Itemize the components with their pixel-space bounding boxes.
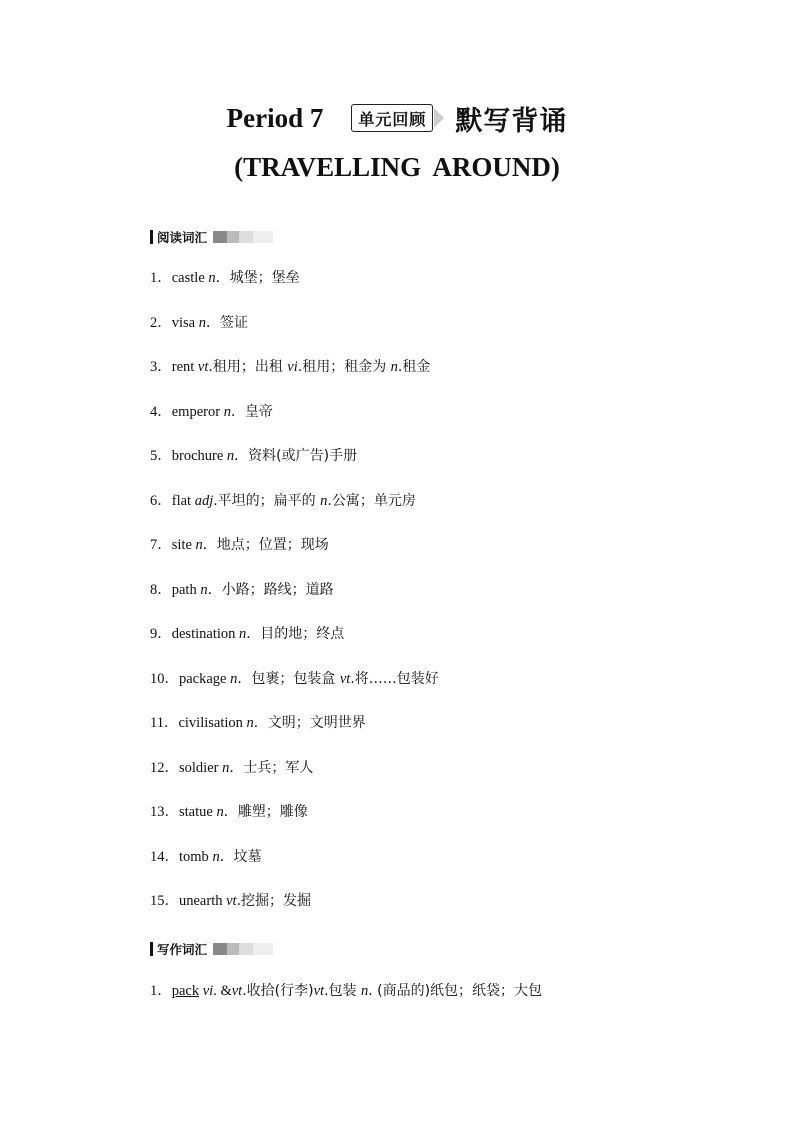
vocab-word: path: [171, 581, 201, 598]
vocab-word: unearth: [179, 893, 227, 909]
vocab-item: [150, 802, 439, 847]
vocab-item: [150, 891, 439, 936]
part-of-speech: vt: [231, 983, 243, 999]
chinese-meaning: .平坦的；扁平的: [213, 492, 321, 509]
part-of-speech: n: [230, 670, 238, 687]
vocab-word: pack: [171, 983, 200, 999]
chinese-meaning: ．文明；文明世界: [253, 715, 366, 731]
section-decor-blocks: [213, 943, 273, 955]
section-label: 写作词汇: [157, 942, 208, 957]
vocab-word: destination: [171, 626, 240, 642]
chinese-meaning: ．资料(或广告)手册: [234, 448, 358, 464]
chinese-meaning: .租金: [397, 359, 431, 375]
part-of-speech: vt: [313, 983, 325, 999]
vocab-word: . &: [213, 983, 232, 999]
chinese-meaning: .包装: [324, 983, 361, 999]
item-number: 10．: [150, 670, 179, 687]
unit-review-badge: 单元回顾: [351, 104, 433, 132]
vocab-item: [150, 402, 439, 447]
item-number: 8．: [150, 581, 172, 598]
item-number: 1．: [150, 270, 172, 286]
writing-vocab-list: [150, 981, 542, 1026]
vocab-item: [150, 491, 439, 536]
chinese-meaning: ．雕塑；雕像: [223, 804, 308, 820]
item-number: 5．: [150, 448, 172, 464]
chinese-meaning: . (商品的)纸包；纸袋；大包: [368, 983, 543, 999]
item-number: 13．: [150, 804, 179, 820]
item-number: 11．: [150, 715, 179, 731]
section-label: 阅读词汇: [157, 230, 208, 245]
chinese-meaning: ．坟墓: [219, 848, 262, 865]
part-of-speech: n: [212, 848, 220, 865]
vocab-word: soldier: [179, 759, 223, 776]
part-of-speech: adj: [194, 492, 214, 509]
vocab-item: [150, 713, 439, 758]
vocab-item: [150, 268, 439, 313]
chinese-meaning: ．小路；路线；道路: [207, 581, 334, 598]
chinese-meaning: .租用；租金为: [297, 359, 391, 375]
chinese-meaning: ．签证: [205, 314, 248, 331]
vocab-item: [150, 313, 439, 358]
vocab-item: [150, 446, 439, 491]
chinese-meaning: .租用；出租: [208, 359, 288, 375]
part-of-speech: n: [216, 804, 224, 820]
part-of-speech: vt: [197, 359, 209, 375]
chinese-meaning: .收拾(行李): [242, 983, 314, 999]
vocab-word: visa: [171, 314, 199, 331]
vocab-item: [150, 981, 542, 1026]
vocab-item: [150, 357, 439, 402]
chinese-meaning: .公寓；单元房: [327, 492, 416, 509]
part-of-speech: n: [223, 403, 231, 420]
part-of-speech: n: [195, 537, 203, 553]
vocab-item: [150, 624, 439, 669]
part-of-speech: n: [222, 759, 230, 776]
vocab-word: flat: [171, 492, 195, 509]
period-title: Period 7: [226, 102, 324, 133]
chinese-meaning: ．皇帝: [230, 403, 273, 420]
title-row: [0, 98, 794, 138]
page-title-cn: 默写背诵: [455, 105, 568, 137]
vocab-word: civilisation: [178, 715, 247, 731]
vocab-item: [150, 580, 439, 625]
chinese-meaning: ．地点；位置；现场: [202, 537, 329, 553]
chinese-meaning: ．城堡；堡垒: [215, 270, 300, 286]
section-header-writing-vocab: [150, 941, 273, 957]
part-of-speech: vi: [287, 359, 298, 375]
section-marker-bar: [150, 942, 153, 956]
chinese-meaning: ．包裹；包装盒: [237, 670, 340, 687]
vocab-word: rent: [171, 359, 198, 375]
chinese-meaning: .将……包装好: [350, 670, 439, 687]
part-of-speech: n: [360, 983, 369, 999]
vocab-word: site: [171, 537, 196, 553]
section-header-reading-vocab: [150, 229, 273, 245]
part-of-speech: vt: [339, 670, 351, 687]
item-number: 2．: [150, 314, 172, 331]
vocab-word: brochure: [171, 448, 227, 464]
item-number: 15．: [150, 893, 179, 909]
part-of-speech: n: [208, 270, 216, 286]
part-of-speech: n: [198, 314, 206, 331]
vocab-item: [150, 535, 439, 580]
page-subtitle: (TRAVELLING AROUND): [234, 152, 560, 182]
part-of-speech: n: [320, 492, 328, 509]
item-number: 3．: [150, 359, 172, 375]
part-of-speech: n: [239, 626, 247, 642]
part-of-speech: n: [226, 448, 235, 464]
vocab-item: [150, 758, 439, 803]
vocab-word: statue: [179, 804, 217, 820]
part-of-speech: vi: [202, 983, 214, 999]
chinese-meaning: ．目的地；终点: [246, 626, 345, 642]
chinese-meaning: ．士兵；军人: [229, 759, 314, 776]
item-number: 1．: [150, 983, 172, 999]
item-number: 6．: [150, 492, 172, 509]
vocab-item: [150, 669, 439, 714]
item-number: 12．: [150, 759, 179, 776]
vocab-word: tomb: [179, 848, 213, 865]
item-number: 14．: [150, 848, 179, 865]
vocab-word: castle: [171, 270, 209, 286]
item-number: 9．: [150, 626, 172, 642]
item-number: 4．: [150, 403, 172, 420]
part-of-speech: n: [246, 715, 254, 731]
section-marker-bar: [150, 230, 153, 244]
chinese-meaning: .挖掘；发掘: [236, 893, 312, 909]
part-of-speech: n: [200, 581, 208, 598]
section-decor-blocks: [213, 231, 273, 243]
part-of-speech: vt: [226, 893, 237, 909]
vocab-word: package: [179, 670, 231, 687]
reading-vocab-list: [150, 268, 439, 936]
vocab-item: [150, 847, 439, 892]
vocab-word: emperor: [171, 403, 224, 420]
item-number: 7．: [150, 537, 172, 553]
part-of-speech: n: [390, 359, 398, 375]
